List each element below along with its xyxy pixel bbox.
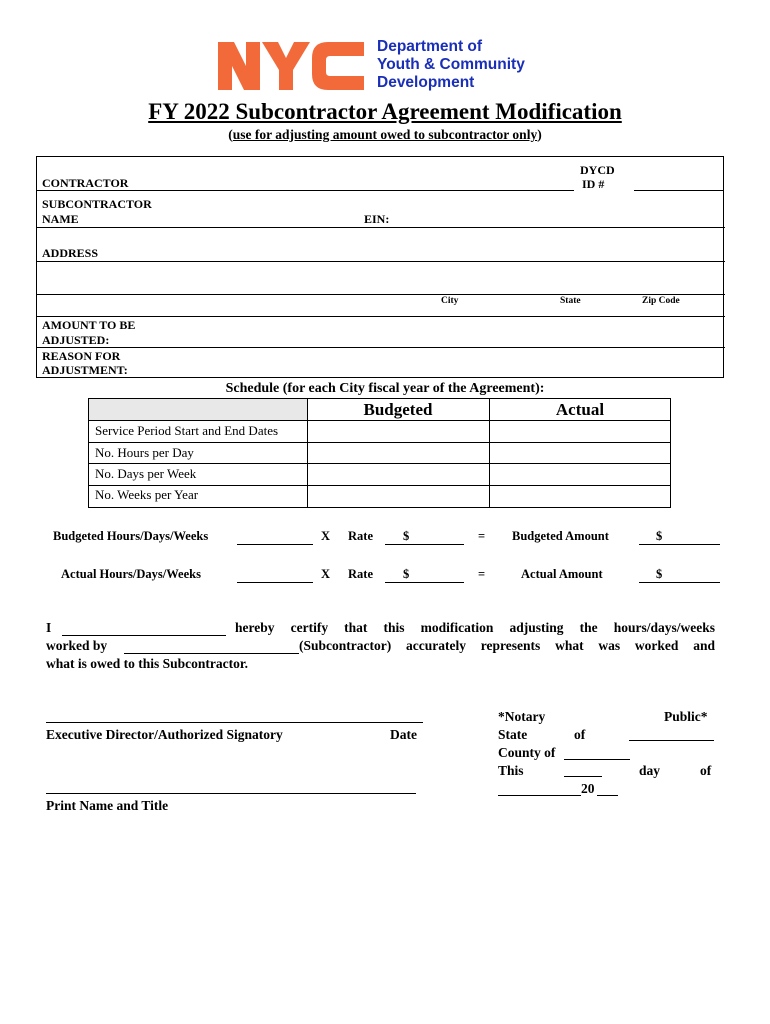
dycd-label-2: ID # [582, 177, 605, 191]
page-title: FY 2022 Subcontractor Agreement Modification [148, 99, 622, 124]
subcontractor-label-1: SUBCONTRACTOR [42, 197, 152, 211]
address-divider [37, 316, 725, 317]
notary-word: *Notary [498, 709, 546, 724]
dept-line-3: Development [377, 74, 475, 91]
actual-hdw-label: Actual Hours/Days/Weeks [61, 567, 201, 581]
col-actual: Actual [555, 400, 605, 419]
row-service-period: Service Period Start and End Dates [95, 423, 279, 438]
certify-text-3: what is owed to this Subcontractor. [46, 656, 249, 671]
address-field-line-1[interactable] [37, 261, 725, 262]
actual-hdw-field[interactable] [237, 582, 313, 583]
subtitle-text: use for adjusting amount owed to subcontractor only [232, 127, 538, 142]
budgeted-rate-field[interactable] [385, 544, 464, 545]
subcontractor-field-line[interactable] [37, 227, 725, 228]
times-sign-1: X [321, 529, 331, 543]
schedule-table [88, 398, 671, 508]
day-word: day [639, 763, 661, 778]
rate-dollar-2: $ [403, 567, 410, 581]
of-word-2: of [700, 763, 712, 778]
budgeted-weeks-cell[interactable] [308, 486, 488, 507]
budgeted-service-period-cell[interactable] [308, 421, 488, 442]
notary-month-field[interactable] [498, 795, 581, 796]
budgeted-hdw-label: Budgeted Hours/Days/Weeks [53, 529, 209, 543]
executive-signature-line[interactable] [46, 722, 423, 723]
rate-label-2: Rate [348, 567, 373, 581]
actual-amount-label: Actual Amount [521, 567, 603, 581]
schedule-heading: Schedule (for each City fiscal year of the Agreement): [225, 381, 545, 396]
notary-state-field[interactable] [629, 740, 714, 741]
equals-sign-1: = [478, 529, 486, 543]
print-name-label: Print Name and Title [46, 798, 169, 813]
rate-dollar-1: $ [403, 529, 410, 543]
budgeted-hdw-field[interactable] [237, 544, 313, 545]
actual-amount-dollar: $ [656, 567, 663, 581]
svg-text:TM: TM [356, 44, 364, 50]
actual-days-cell[interactable] [490, 464, 670, 485]
this-word: This [498, 763, 524, 778]
subtitle-close-paren: ) [537, 127, 542, 142]
amount-label-2: ADJUSTED: [42, 333, 110, 347]
reason-label-1: REASON FOR [42, 349, 121, 363]
ein-label: EIN: [364, 212, 390, 226]
actual-weeks-cell[interactable] [490, 486, 670, 507]
address-field-line-2[interactable] [37, 294, 725, 295]
dept-line-1: Department of [377, 38, 483, 55]
amount-field-line[interactable] [37, 347, 725, 348]
state-word: State [498, 727, 528, 742]
amount-label-1: AMOUNT TO BE [42, 318, 136, 332]
certify-text-1: hereby certify that this modification adjusting the hours/days/weeks [235, 620, 715, 635]
actual-amount-field[interactable] [639, 582, 720, 583]
notary-year-field[interactable] [597, 795, 618, 796]
nyc-dycd-logo [216, 38, 586, 94]
state-label: State [560, 296, 581, 306]
address-label: ADDRESS [42, 246, 99, 260]
certify-i: I [46, 620, 52, 635]
dycd-label-1: DYCD [580, 163, 615, 177]
times-sign-2: X [321, 567, 331, 581]
subtitle-open-paren: ( [228, 127, 233, 142]
rate-label-1: Rate [348, 529, 373, 543]
county-of-label: County of [498, 745, 556, 760]
subcontractor-label-2: NAME [42, 212, 79, 226]
budgeted-amount-dollar: $ [656, 529, 663, 543]
col-budgeted: Budgeted [363, 400, 433, 419]
year-prefix: 20 [581, 781, 595, 796]
notary-county-field[interactable] [564, 759, 630, 760]
schedule-header-blank [89, 399, 307, 421]
certify-worked-by: worked by [46, 638, 108, 653]
contractor-label: CONTRACTOR [42, 176, 129, 190]
contractor-info-box [36, 156, 724, 378]
actual-service-period-cell[interactable] [490, 421, 670, 442]
dycd-id-field[interactable] [634, 190, 724, 191]
dept-line-2: Youth & Community [377, 56, 525, 73]
budgeted-amount-label: Budgeted Amount [512, 529, 609, 543]
nyc-logo-icon [216, 38, 368, 94]
zip-label: Zip Code [642, 296, 680, 306]
contractor-field-line[interactable] [37, 190, 574, 191]
row-hours-per-day: No. Hours per Day [95, 445, 194, 460]
public-word: Public* [664, 709, 708, 724]
of-word: of [574, 727, 586, 742]
equals-sign-2: = [478, 567, 486, 581]
certify-text-2: (Subcontractor) accurately represents what was worked and [299, 638, 715, 653]
actual-hours-cell[interactable] [490, 443, 670, 463]
print-name-line[interactable] [46, 793, 416, 794]
row-weeks-per-year: No. Weeks per Year [95, 487, 199, 502]
city-label: City [441, 296, 459, 306]
budgeted-hours-cell[interactable] [308, 443, 488, 463]
actual-rate-field[interactable] [385, 582, 464, 583]
date-label: Date [390, 727, 417, 742]
certify-name-field[interactable] [62, 635, 226, 636]
notary-day-field[interactable] [564, 776, 602, 777]
row-days-per-week: No. Days per Week [95, 466, 197, 481]
reason-label-2: ADJUSTMENT: [42, 363, 128, 377]
certify-subcontractor-field[interactable] [124, 653, 299, 654]
budgeted-days-cell[interactable] [308, 464, 488, 485]
page-subtitle [0, 127, 770, 143]
budgeted-amount-field[interactable] [639, 544, 720, 545]
executive-signatory-label: Executive Director/Authorized Signatory [46, 727, 283, 742]
